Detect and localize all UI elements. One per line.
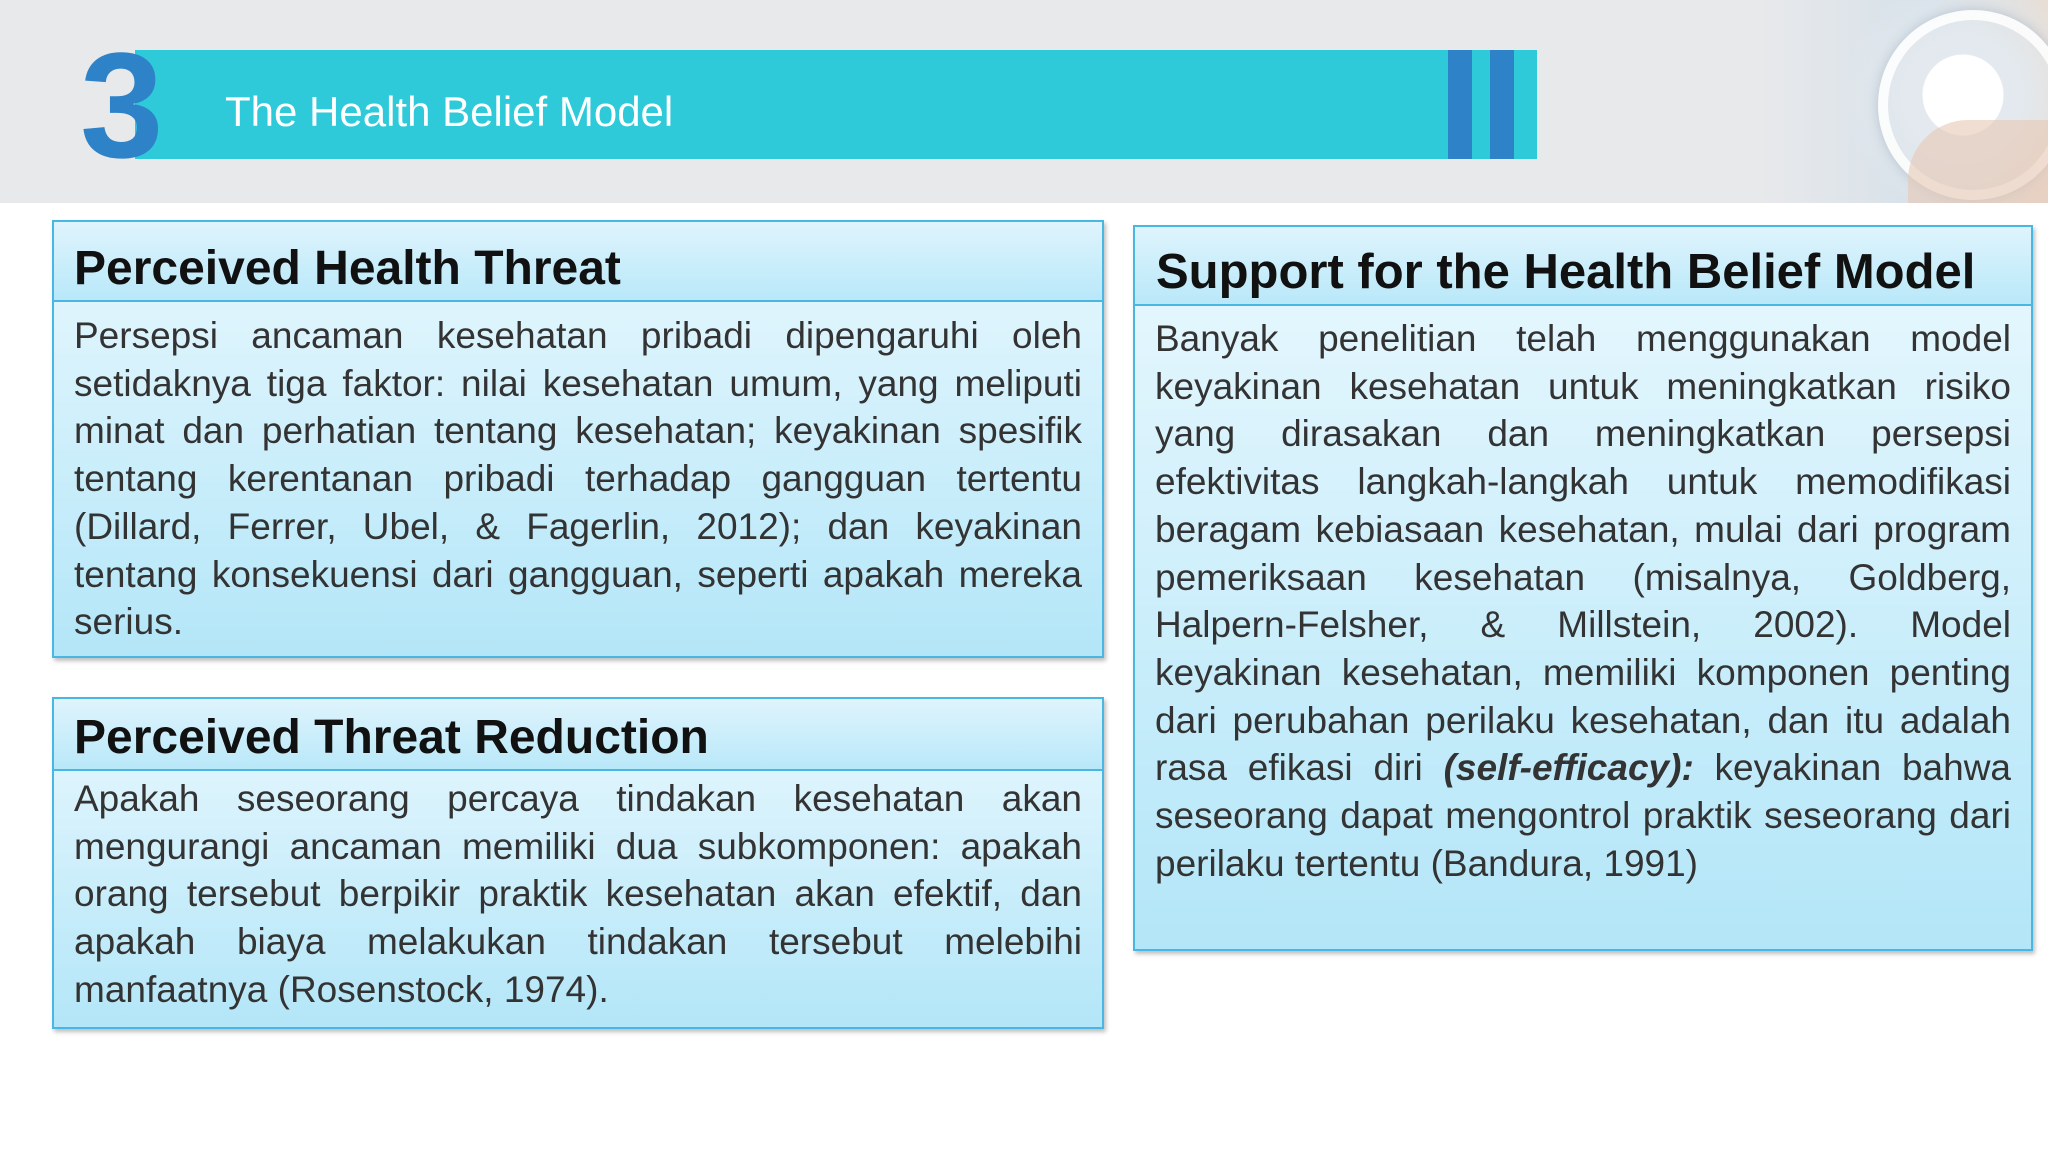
title-bar [135, 50, 1537, 159]
self-efficacy-emphasis: (self-efficacy): [1443, 747, 1694, 789]
box-header [1135, 227, 2031, 306]
box-heading: Perceived Threat Reduction [74, 711, 709, 764]
section-number: 3 [80, 21, 164, 189]
slide-title: The Health Belief Model [225, 88, 674, 135]
body-text-part: Banyak penelitian telah menggunakan model keyakinan kesehatan untuk meningkatkan risiko yang dirasakan dan meningkatkan persepsi efektivitas langkah-langkah untuk memodifikasi beragam kebiasaan kesehatan, mulai dari program pemeriksaan kesehatan (misalnya, Goldberg, Halpern-Felsher, & Millstein, 2002). Model keyakinan kesehatan, memiliki komponen penting dari perubahan perilaku kesehatan, dan itu adalah rasa efikasi diri [1155, 318, 2011, 789]
box-header [54, 222, 1102, 302]
body-text-part: keyakinan bahwa seseorang dapat mengontrol praktik seseorang dari perilaku tertentu (Bandura, 1991) [1155, 747, 2011, 884]
title-bar-stripe [1448, 50, 1472, 159]
box-header [54, 699, 1102, 771]
box-heading: Perceived Health Threat [74, 242, 621, 295]
box-heading: Support for the Health Belief Model [1156, 245, 1976, 299]
perceived-health-threat-box [52, 220, 1104, 658]
box-body-text: Apakah seseorang percaya tindakan kesehatan akan mengurangi ancaman memiliki dua subkomponen: apakah orang tersebut berpikir praktik kesehatan akan efektif, dan apakah biaya melakukan tindakan tersebut melebihi manfaatnya (Rosenstock, 1974). [74, 778, 1082, 1010]
support-health-belief-model-box [1133, 225, 2033, 951]
box-body-text: Persepsi ancaman kesehatan pribadi dipengaruhi oleh setidaknya tiga faktor: nilai kesehatan umum, yang meliputi minat dan perhatian tentang kesehatan; keyakinan spesifik tentang kerentanan pribadi terhadap gangguan tertentu (Dillard, Ferrer, Ubel, & Fagerlin, 2012); dan keyakinan tentang konsekuensi dari gangguan, seperti apakah mereka serius. [74, 315, 1082, 643]
title-bar-stripe [1490, 50, 1514, 159]
doctor-stethoscope-image [1758, 0, 2048, 203]
box-body-text [1155, 315, 2011, 887]
perceived-threat-reduction-box [52, 697, 1104, 1029]
